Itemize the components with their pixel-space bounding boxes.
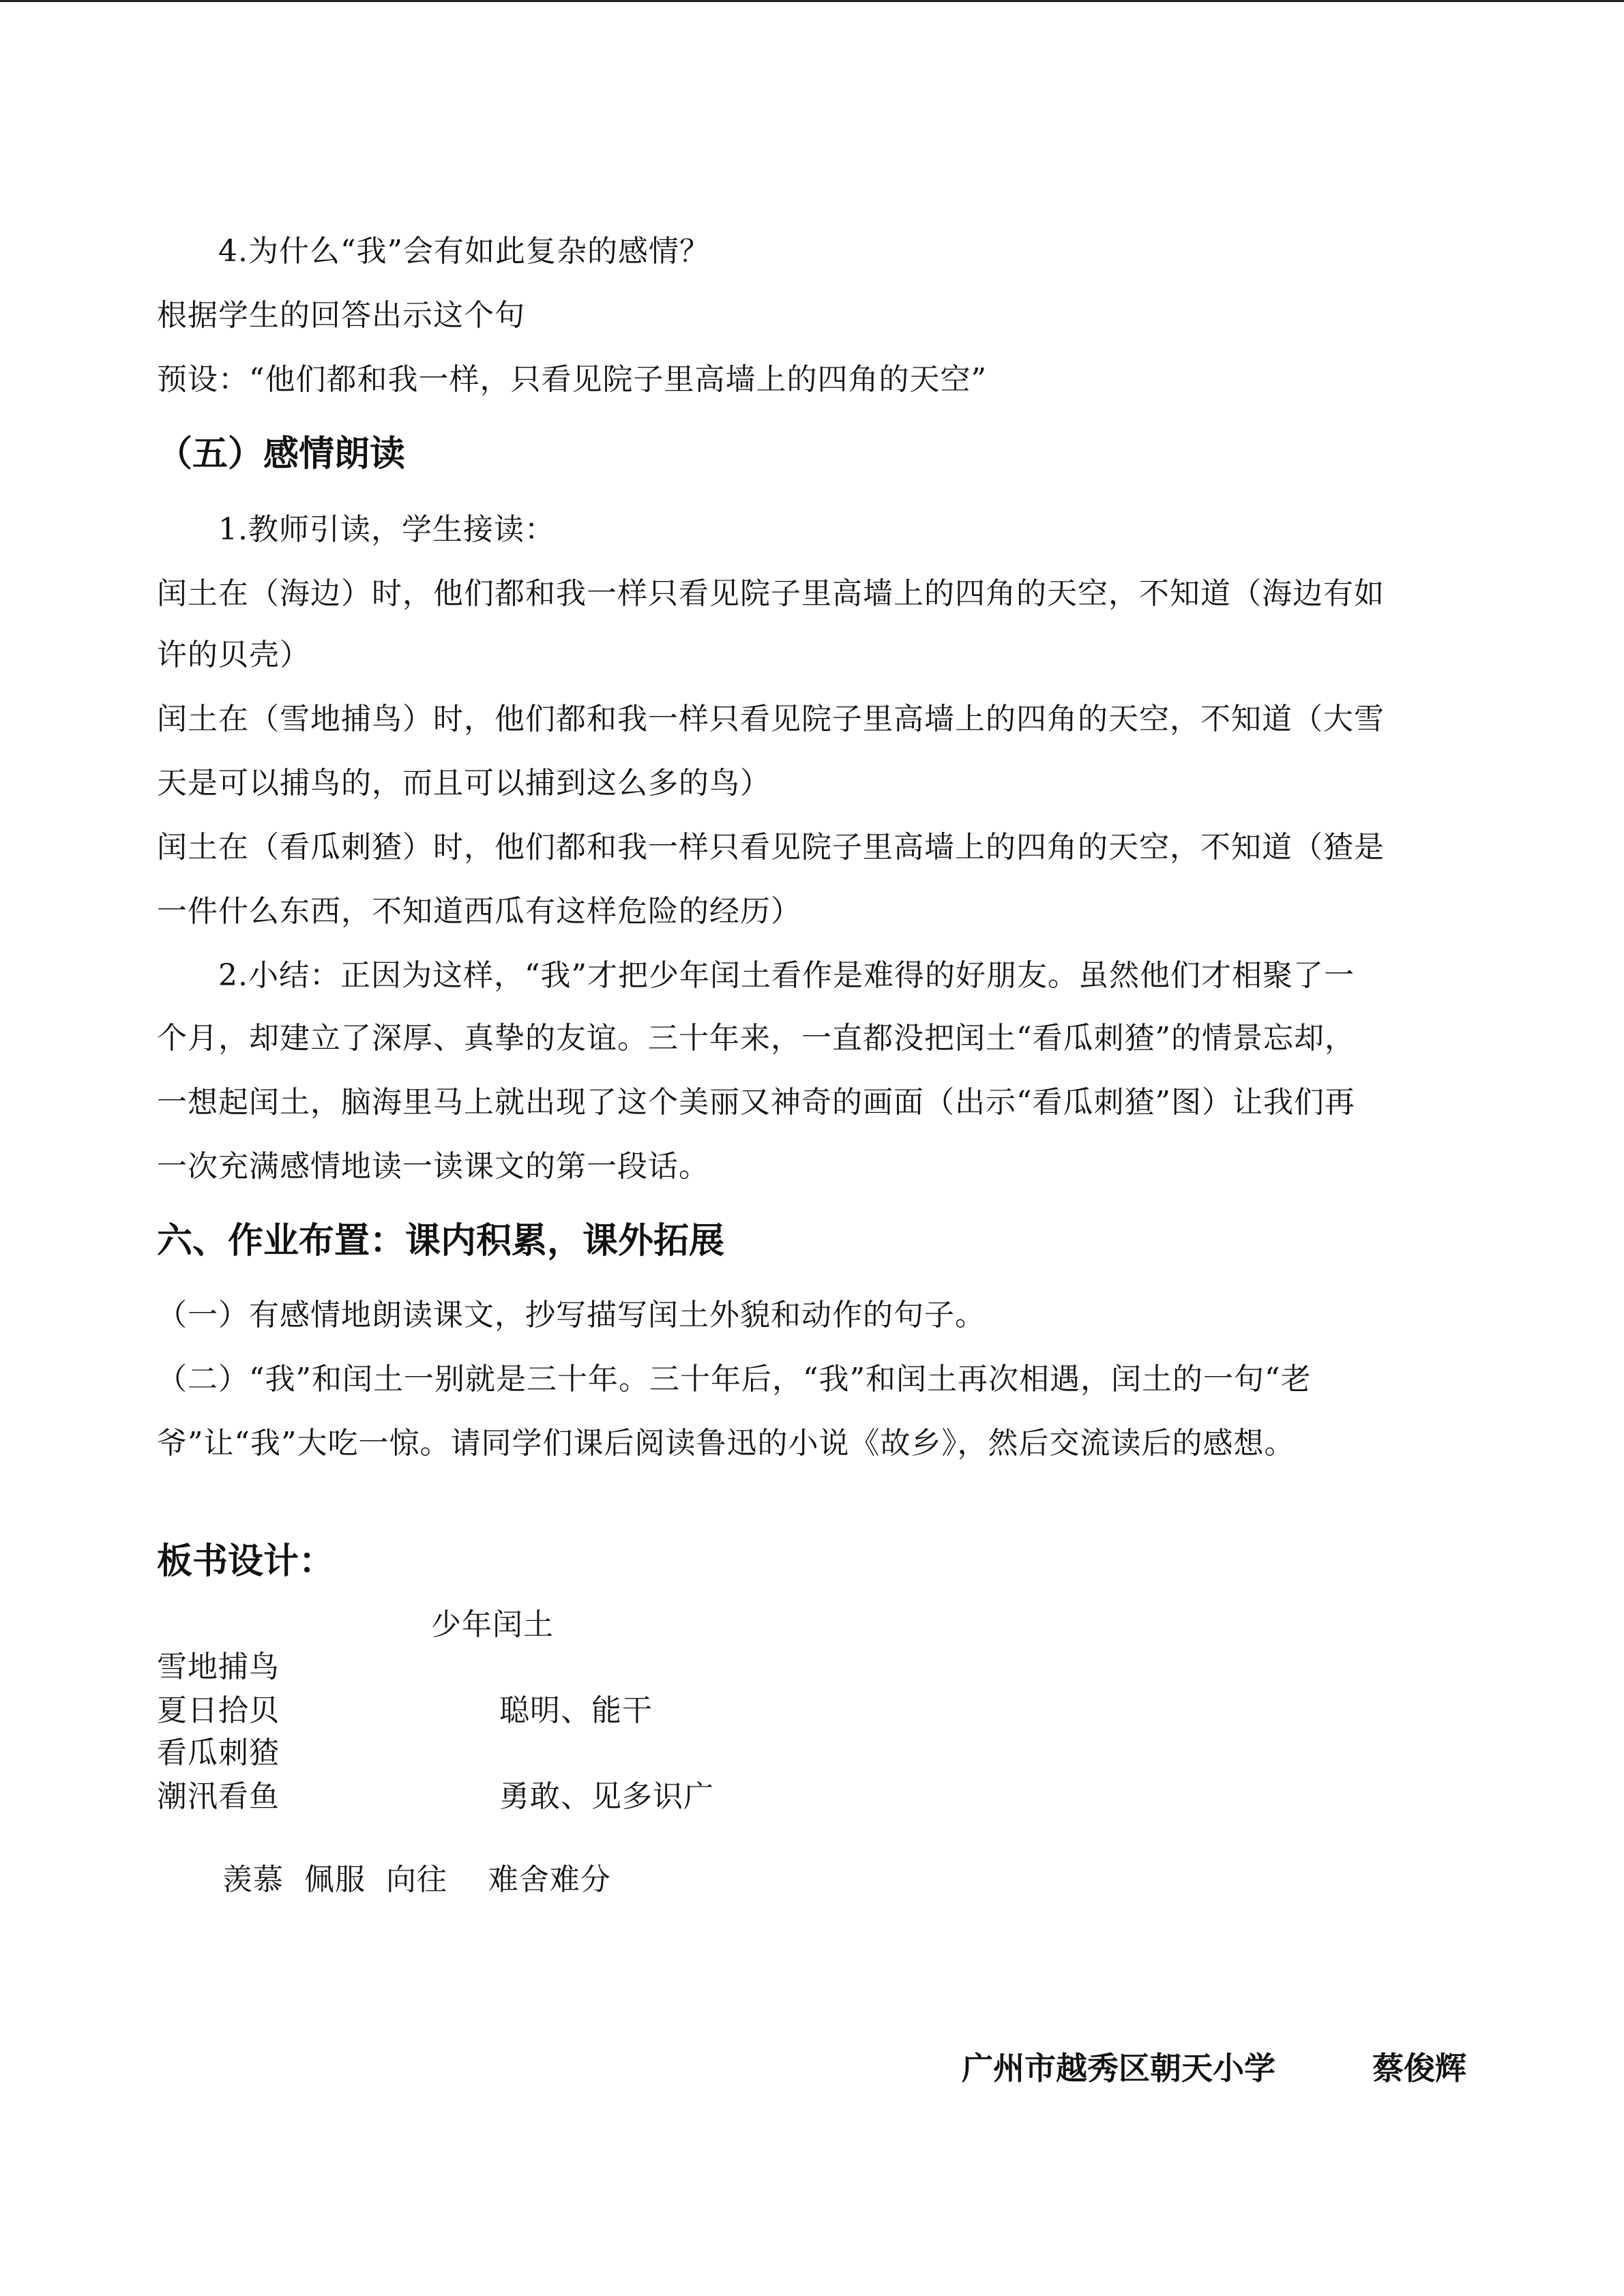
signature-author: 蔡俊辉 [1372,2050,1466,2087]
guided-reading-line: 1.教师引读，学生接读： [218,512,555,547]
reading-para-2b: 天是可以捕鸟的，而且可以捕到这么多的鸟） [157,766,771,801]
summary-line-2: 个月，却建立了深厚、真挚的友谊。三十年来，一直都没把闰土“看瓜刺猹”的情景忘却， [157,1021,1355,1056]
board-title: 少年闰土 [431,1607,554,1642]
board-right-item-2: 勇敢、见多识广 [499,1779,714,1814]
summary-line-4: 一次充满感情地读一读课文的第一段话。 [157,1149,709,1184]
board-left-item-1: 雪地捕鸟 [157,1650,280,1684]
homework-1: （一）有感情地朗读课文，抄写描写闰土外貌和动作的句子。 [157,1298,986,1332]
homework-2a: （二）“我”和闰土一别就是三十年。三十年后，“我”和闰土再次相遇，闰土的一句“老 [157,1362,1312,1397]
summary-line-1: 2.小结：正因为这样，“我”才把少年闰土看作是难得的好朋友。虽然他们才相聚了一 [218,958,1355,993]
reading-para-1a: 闰土在（海边）时，他们都和我一样只看见院子里高墙上的四角的天空，不知道（海边有如 [157,576,1385,611]
reading-para-2a: 闰土在（雪地捕鸟）时，他们都和我一样只看见院子里高墙上的四角的天空，不知道（大雪 [157,702,1385,736]
summary-line-3: 一想起闰土，脑海里马上就出现了这个美丽又神奇的画面（出示“看瓜刺猹”图）让我们再 [157,1085,1355,1120]
section-five-heading: （五）感情朗读 [157,434,406,475]
board-left-item-3: 看瓜刺猹 [157,1735,280,1770]
board-right-item-1: 聪明、能干 [499,1693,653,1728]
board-left-item-2: 夏日拾贝 [157,1693,280,1728]
homework-2b: 爷”让“我”大吃一惊。请同学们课后阅读鲁迅的小说《故乡》，然后交流读后的感想。 [157,1426,1295,1461]
preset-line: 预设：“他们都和我一样，只看见院子里高墙上的四角的天空” [157,362,987,397]
reading-para-3a: 闰土在（看瓜刺猹）时，他们都和我一样只看见院子里高墙上的四角的天空，不知道（猹是 [157,830,1385,865]
board-left-item-4: 潮汛看鱼 [157,1779,280,1814]
section-six-heading: 六、作业布置：课内积累，课外拓展 [157,1221,725,1262]
board-design-heading: 板书设计： [157,1541,335,1582]
reading-para-3b: 一件什么东西，不知道西瓜有这样危险的经历） [157,894,801,929]
reading-para-1b: 许的贝壳） [157,638,310,672]
signature-school: 广州市越秀区朝天小学 [962,2050,1275,2087]
show-sentence-line: 根据学生的回答出示这个句 [157,298,525,333]
question-4: 4.为什么“我”会有如此复杂的感情？ [218,234,710,269]
board-feelings: 羡慕 佩服 向往 难舍难分 [222,1862,611,1897]
